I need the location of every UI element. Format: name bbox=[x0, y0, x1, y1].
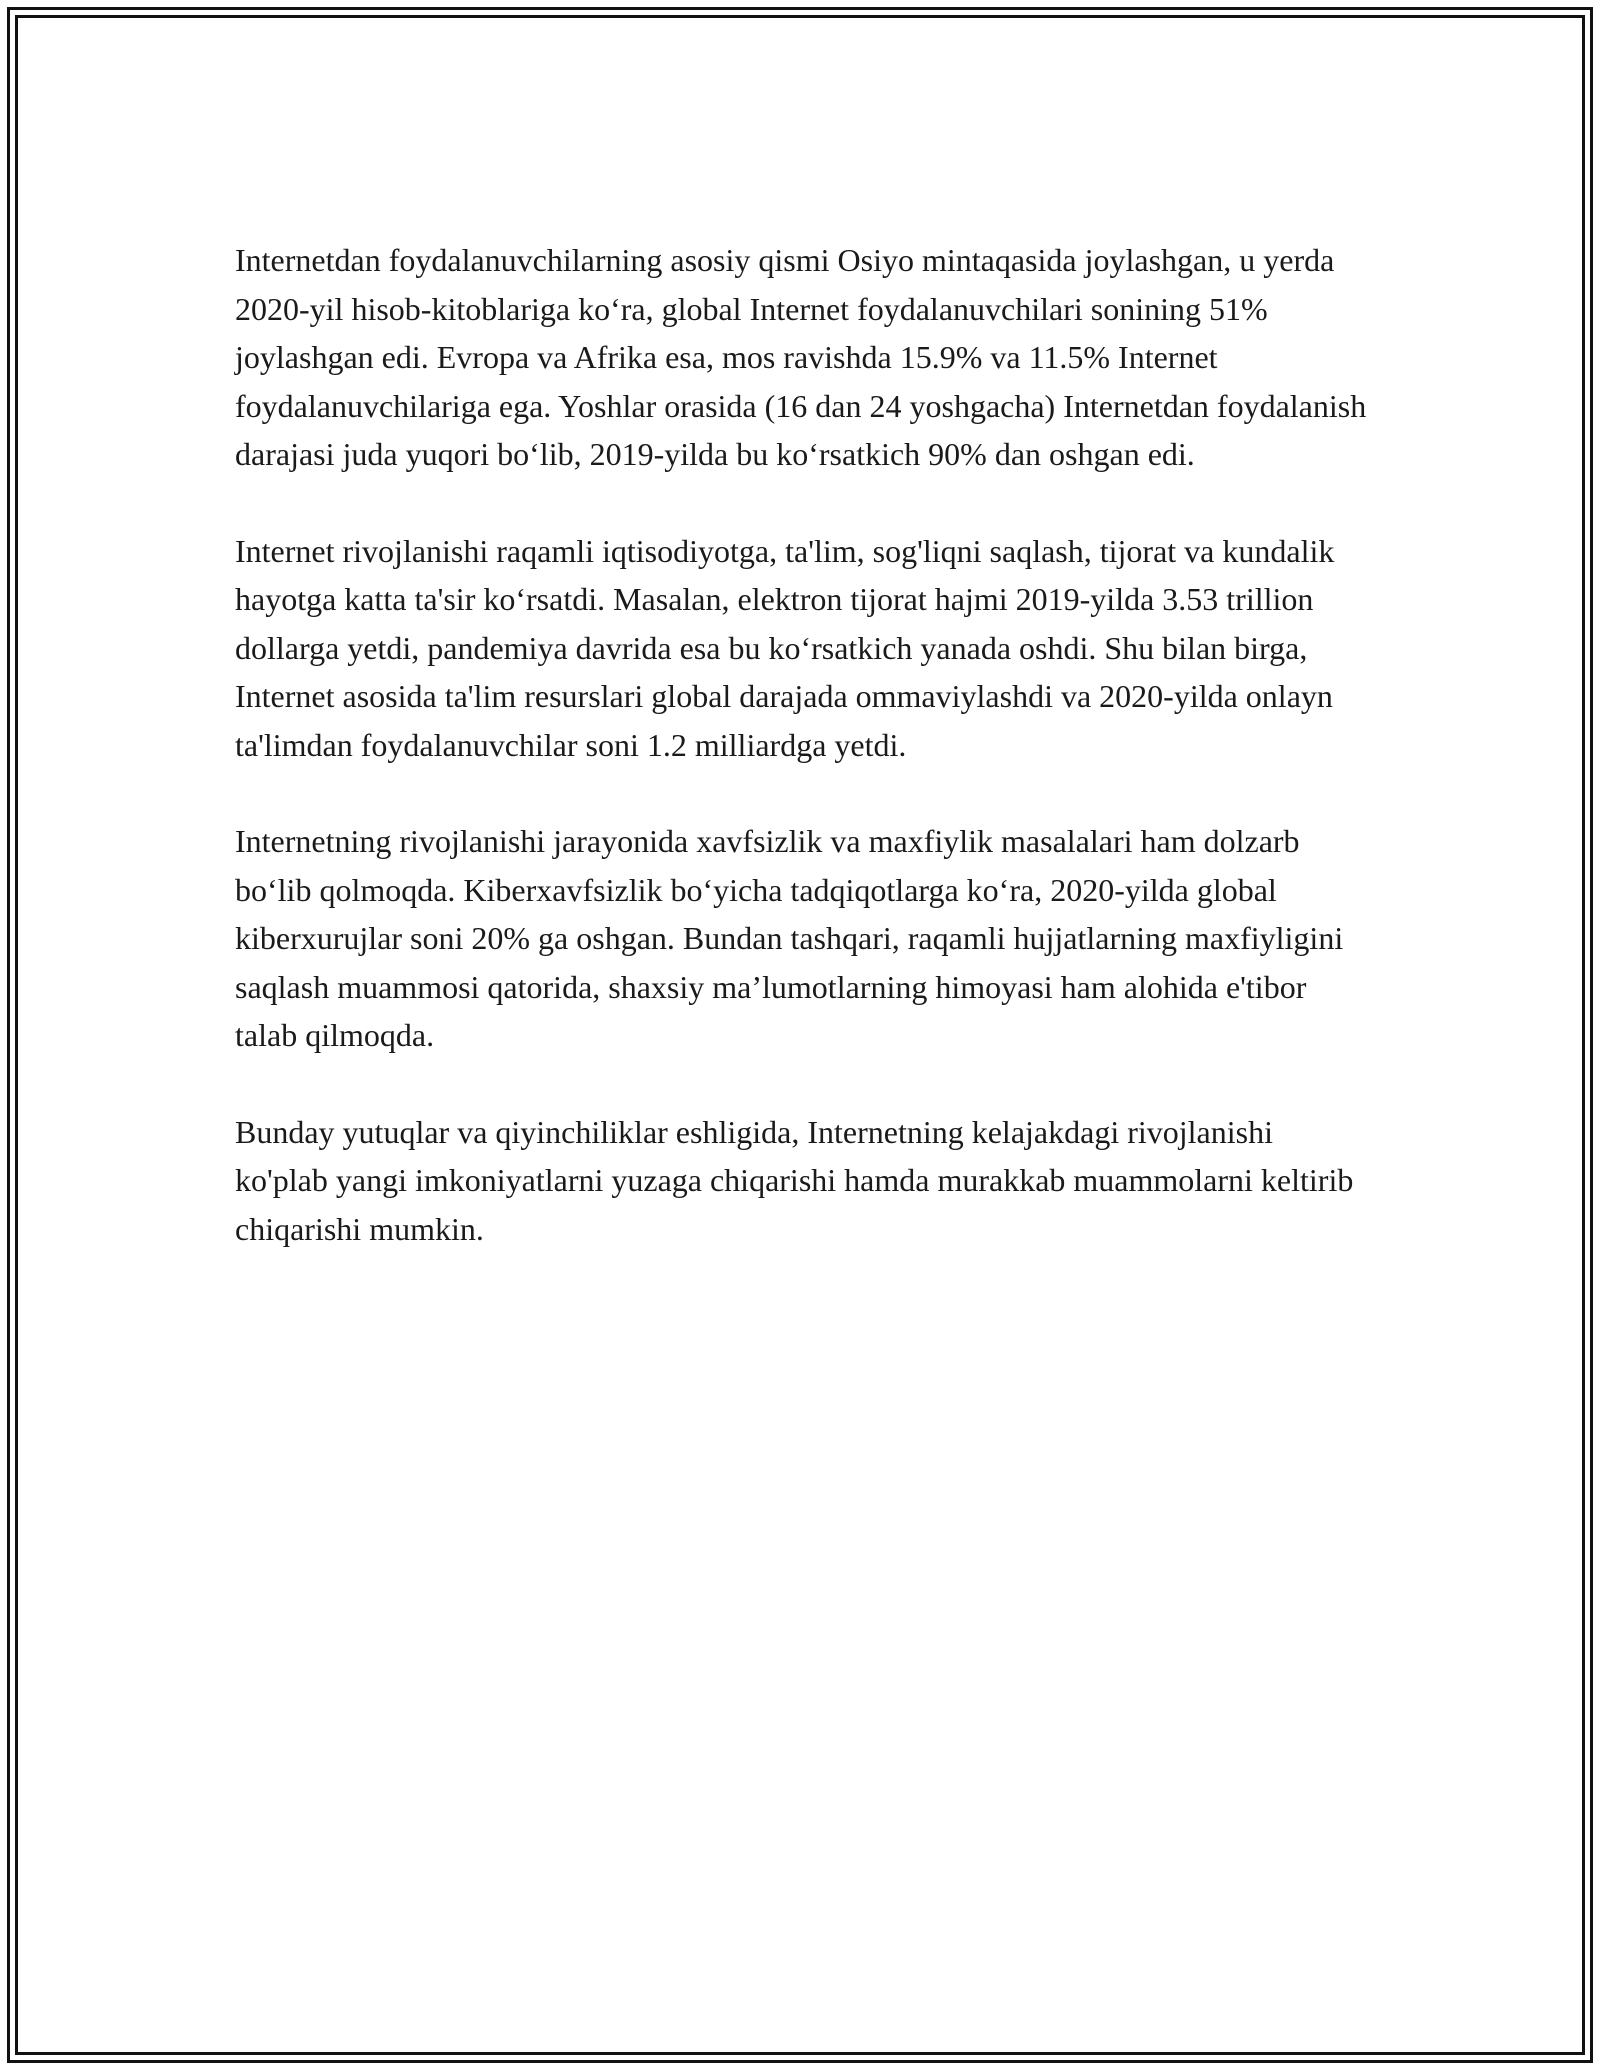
paragraph-3: Internetning rivojlanishi jarayonida xavfsizlik va maxfiylik masalalari ham dolzarb bo‘lib qolmoqda. Kiberxavfsizlik bo‘yicha tadqiqotlarga ko‘ra, 2020-yilda global kiberxurujlar soni 20% ga oshgan. Bundan tashqari, raqamli hujjatlarning maxfiyligini saqlash muammosi qatorida, shaxsiy ma’lumotlarning himoyasi ham alohida e'tibor talab qilmoqda. bbox=[235, 823, 1344, 1053]
document-body bbox=[235, 236, 1370, 1301]
paragraph-2: Internet rivojlanishi raqamli iqtisodiyotga, ta'lim, sog'liqni saqlash, tijorat va kundalik hayotga katta ta'sir ko‘rsatdi. Masalan, elektron tijorat hajmi 2019-yilda 3.53 trillion dollarga yetdi, pandemiya davrida esa bu ko‘rsatkich yanada oshdi. Shu bilan birga, Internet asosida ta'lim resurslari global darajada ommaviylashdi va 2020-yilda onlayn ta'limdan foydalanuvchilar soni 1.2 milliardga yetdi. bbox=[235, 532, 1335, 763]
paragraph-1: Internetdan foydalanuvchilarning asosiy qismi Osiyo mintaqasida joylashgan, u yerda 2020-yil hisob-kitoblariga ko‘ra, global Internet foydalanuvchilari sonining 51% joylashgan edi. Evropa va Afrika esa, mos ravishda 15.9% va 11.5% Internet foydalanuvchilariga ega. Yoshlar orasida (16 dan 24 yoshgacha) Internetdan foydalanish darajasi juda yuqori bo‘lib, 2019-yilda bu ko‘rsatkich 90% dan oshgan edi. bbox=[235, 242, 1367, 472]
paragraph-4: Bunday yutuqlar va qiyinchiliklar eshligida, Internetning kelajakdagi rivojlanishi ko'plab yangi imkoniyatlarni yuzaga chiqarishi hamda murakkab muammolarni keltirib chiqarishi mumkin. bbox=[235, 1113, 1354, 1247]
